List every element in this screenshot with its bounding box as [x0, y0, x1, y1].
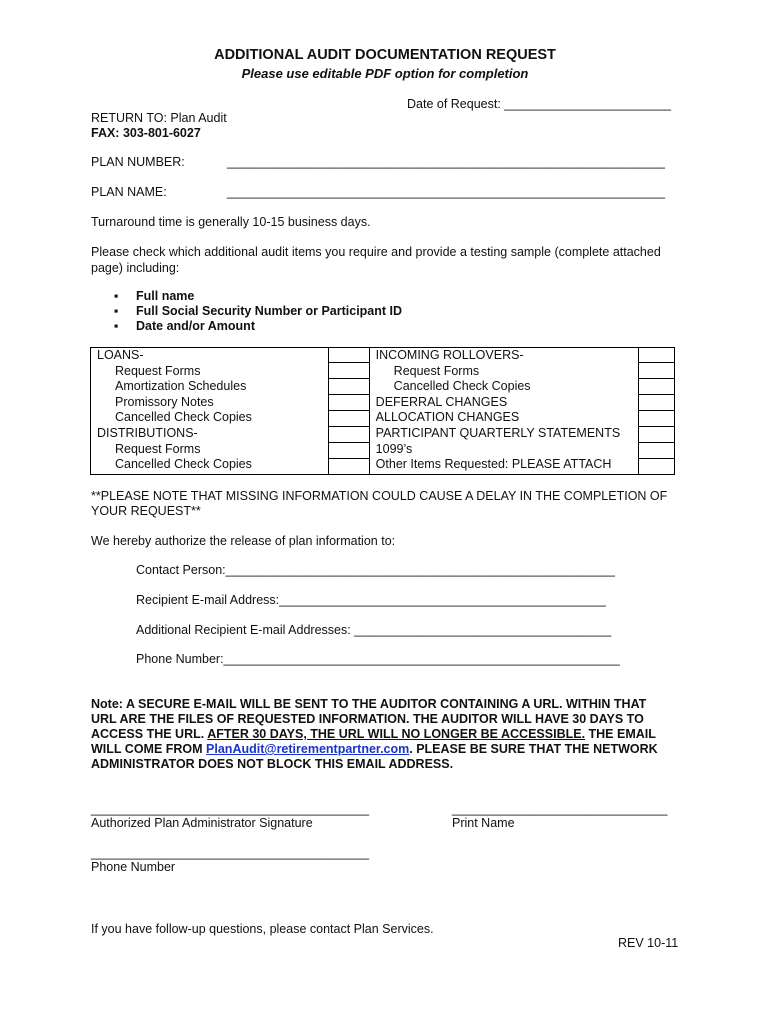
- checklist-item: Cancelled Check Copies: [115, 457, 252, 472]
- checkbox-spacer: [639, 348, 674, 363]
- note-emphasis: AFTER 30 DAYS, THE URL WILL NO LONGER BE ACCESSIBLE.: [207, 727, 586, 741]
- bullet-item: ▪ Full Social Security Number or Participant ID: [114, 304, 403, 318]
- additional-email-field[interactable]: Additional Recipient E-mail Addresses: _____________________________________: [136, 623, 612, 637]
- warning-line-1: **PLEASE NOTE THAT MISSING INFORMATION COULD CAUSE A DELAY IN THE COMPLETION OF: [91, 489, 668, 503]
- checklist-item: Amortization Schedules: [115, 379, 247, 394]
- note-line-2: URL ARE THE FILES OF REQUESTED INFORMATION. THE AUDITOR WILL HAVE 30 DAYS TO: [91, 712, 644, 726]
- page-title: ADDITIONAL AUDIT DOCUMENTATION REQUEST: [214, 47, 556, 63]
- print-name-label: Print Name: [452, 816, 515, 830]
- plan-audit-email-link[interactable]: PlanAudit@retirementpartner.com: [206, 742, 410, 756]
- checklist-item: Request Forms: [115, 441, 201, 456]
- checkbox-spacer: [329, 427, 369, 443]
- checkbox[interactable]: [639, 459, 674, 474]
- checklist-item: Cancelled Check Copies: [115, 410, 252, 425]
- instructions-line-1: Please check which additional audit items you require and provide a testing sample (complete attached: [91, 245, 661, 259]
- warning-line-2: YOUR REQUEST**: [91, 504, 201, 518]
- left-items-column: [91, 348, 329, 475]
- checklist-item: Other Items Requested: PLEASE ATTACH: [375, 457, 612, 472]
- right-items-column: [369, 348, 639, 475]
- page-subtitle: Please use editable PDF option for completion: [241, 66, 529, 81]
- checklist-item: Promissory Notes: [115, 394, 214, 409]
- plan-name-field[interactable]: _______________________________________________________________: [227, 185, 665, 199]
- checklist-item: Request Forms: [115, 363, 201, 378]
- checkbox[interactable]: [639, 363, 674, 379]
- checkbox[interactable]: [329, 395, 369, 411]
- checklist-item: 1099’s: [375, 441, 413, 456]
- signature-label: Authorized Plan Administrator Signature: [91, 816, 313, 830]
- checkbox[interactable]: [329, 379, 369, 395]
- plan-number-field[interactable]: _______________________________________________________________: [227, 155, 665, 169]
- phone-label: Phone Number: [91, 860, 176, 874]
- phone-signature-field[interactable]: ________________________________________: [91, 846, 370, 860]
- left-checkbox-column: [328, 348, 369, 475]
- bullet-icon: ▪: [114, 289, 119, 303]
- plan-number-label: PLAN NUMBER:: [91, 155, 185, 169]
- print-name-field[interactable]: _______________________________: [452, 802, 668, 816]
- instructions-line-2: page) including:: [91, 261, 180, 275]
- authorize-text: We hereby authorize the release of plan information to:: [91, 534, 396, 548]
- note-line-4: WILL COME FROM PlanAudit@retirementpartner.com. PLEASE BE SURE THAT THE NETWORK: [91, 742, 658, 756]
- checkbox[interactable]: [639, 395, 674, 411]
- checklist-item: Cancelled Check Copies: [393, 379, 531, 394]
- checklist-header-distributions: DISTRIBUTIONS-: [97, 425, 198, 440]
- checkbox[interactable]: [329, 411, 369, 427]
- note-line-3: ACCESS THE URL. AFTER 30 DAYS, THE URL WILL NO LONGER BE ACCESSIBLE. THE EMAIL: [91, 727, 656, 741]
- checklist-item: PARTICIPANT QUARTERLY STATEMENTS: [375, 425, 621, 440]
- bullet-icon: ▪: [114, 319, 119, 333]
- audit-items-checklist: [90, 347, 675, 475]
- checklist-item: ALLOCATION CHANGES: [375, 410, 520, 425]
- checklist-header-rollovers: INCOMING ROLLOVERS-: [375, 348, 524, 362]
- checklist-header-loans: LOANS-: [97, 348, 144, 362]
- bullet-item: ▪ Date and/or Amount: [114, 319, 255, 333]
- turnaround-text: Turnaround time is generally 10-15 business days.: [91, 215, 371, 229]
- recipient-email-field[interactable]: Recipient E-mail Address:_______________________________________________: [136, 593, 606, 607]
- checklist-item: DEFERRAL CHANGES: [375, 394, 508, 409]
- checkbox-spacer: [329, 348, 369, 363]
- revision-label: REV 10-11: [618, 936, 679, 950]
- date-of-request-field[interactable]: Date of Request: ________________________: [407, 97, 672, 111]
- right-checkbox-column: [639, 348, 675, 475]
- contact-person-field[interactable]: Contact Person:________________________________________________________: [136, 563, 615, 577]
- followup-text: If you have follow-up questions, please contact Plan Services.: [91, 922, 434, 936]
- return-to: RETURN TO: Plan Audit: [91, 111, 227, 125]
- checkbox[interactable]: [639, 379, 674, 395]
- checkbox[interactable]: [329, 459, 369, 474]
- signature-field[interactable]: ________________________________________: [91, 802, 370, 816]
- checkbox[interactable]: [329, 363, 369, 379]
- checklist-item: Request Forms: [393, 363, 480, 378]
- checkbox[interactable]: [639, 443, 674, 459]
- phone-number-field[interactable]: Phone Number:_________________________________________________________: [136, 652, 620, 666]
- bullet-icon: ▪: [114, 304, 119, 318]
- bullet-item: ▪ Full name: [114, 289, 195, 303]
- plan-name-label: PLAN NAME:: [91, 185, 167, 199]
- fax-number: FAX: 303-801-6027: [91, 126, 201, 140]
- checkbox[interactable]: [639, 411, 674, 427]
- checkbox[interactable]: [329, 443, 369, 459]
- note-line-1: Note: A SECURE E-MAIL WILL BE SENT TO THE AUDITOR CONTAINING A URL. WITHIN THAT: [91, 697, 647, 711]
- checkbox[interactable]: [639, 427, 674, 443]
- note-line-5: ADMINISTRATOR DOES NOT BLOCK THIS EMAIL ADDRESS.: [91, 757, 454, 771]
